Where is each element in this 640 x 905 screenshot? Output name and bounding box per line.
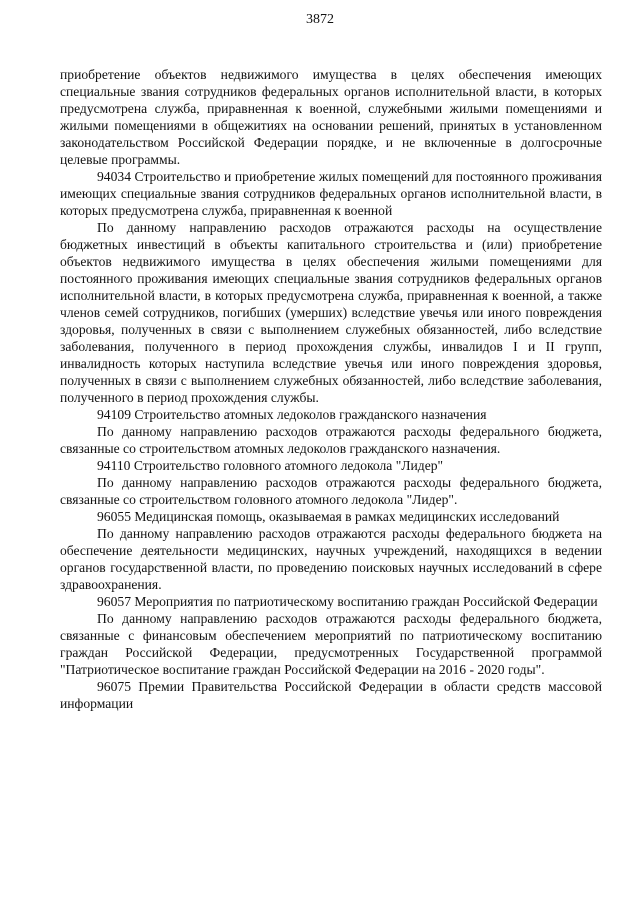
paragraph-96055-description: По данному направлению расходов отражаются расходы федерального бюджета на обеспечение деятельности медицинских, научных учреждений, находящихся в ведении органов государственной власти, по проведению поисковых научных исследований в сфере здравоохранения. — [60, 526, 602, 592]
heading-96057: 96057 Мероприятия по патриотическому воспитанию граждан Российской Федерации — [97, 594, 598, 609]
heading-94109: 94109 Строительство атомных ледоколов гражданского назначения — [97, 407, 487, 422]
heading-94034: 94034 Строительство и приобретение жилых помещений для постоянного проживания имеющих специальные звания сотрудников федеральных органов исполнительной власти, в которых предусмотрена служба, приравненная к военной — [60, 169, 602, 218]
heading-96055: 96055 Медицинская помощь, оказываемая в рамках медицинских исследований — [97, 509, 560, 524]
heading-94110: 94110 Строительство головного атомного ледокола "Лидер" — [97, 458, 444, 473]
paragraph-94109-description: По данному направлению расходов отражаются расходы федерального бюджета, связанные со строительством атомных ледоколов гражданского назначения. — [60, 424, 602, 456]
paragraph-94110-description: По данному направлению расходов отражаются расходы федерального бюджета, связанные со строительством головного атомного ледокола "Лидер". — [60, 475, 602, 507]
paragraph-continuation: приобретение объектов недвижимого имущества в целях обеспечения имеющих специальные звания сотрудников федеральных органов исполнительной власти, в которых предусмотрена служба, приравненная к военной, служебными жилыми помещениями и жилыми помещениями в общежитиях на основании решений, принятых в установленном законодательством Российской Федерации порядке, и не включенные в долгосрочные целевые программы. — [60, 67, 602, 167]
document-body — [60, 66, 602, 712]
heading-96075: 96075 Премии Правительства Российской Федерации в области средств массовой информации — [60, 679, 602, 711]
paragraph-96057-description: По данному направлению расходов отражаются расходы федерального бюджета, связанные с финансовым обеспечением мероприятий по патриотическому воспитанию граждан Российской Федерации, предусмотренных Государственной программой "Патриотическое воспитание граждан Российской Федерации на 2016 - 2020 годы". — [60, 611, 602, 677]
paragraph-94034-description: По данному направлению расходов отражаются расходы на осуществление бюджетных инвестиций в объекты капитального строительства и (или) приобретение объектов недвижимого имущества в целях обеспечения жилыми помещениями для постоянного проживания имеющих специальные звания сотрудников федеральных органов исполнительной власти, в которых предусмотрена служба, приравненная к военной, а также членов семей сотрудников, погибших (умерших) вследствие увечья или иного повреждения здоровья, полученных в связи с выполнением служебных обязанностей, либо вследствие заболевания, полученного в период прохождения службы, инвалидов I и II групп, инвалидность которых наступила вследствие увечья или иного повреждения здоровья, полученных в связи с выполнением служебных обязанностей, либо вследствие заболевания, полученного в период прохождения службы. — [60, 220, 602, 405]
page-number: 3872 — [306, 12, 334, 27]
